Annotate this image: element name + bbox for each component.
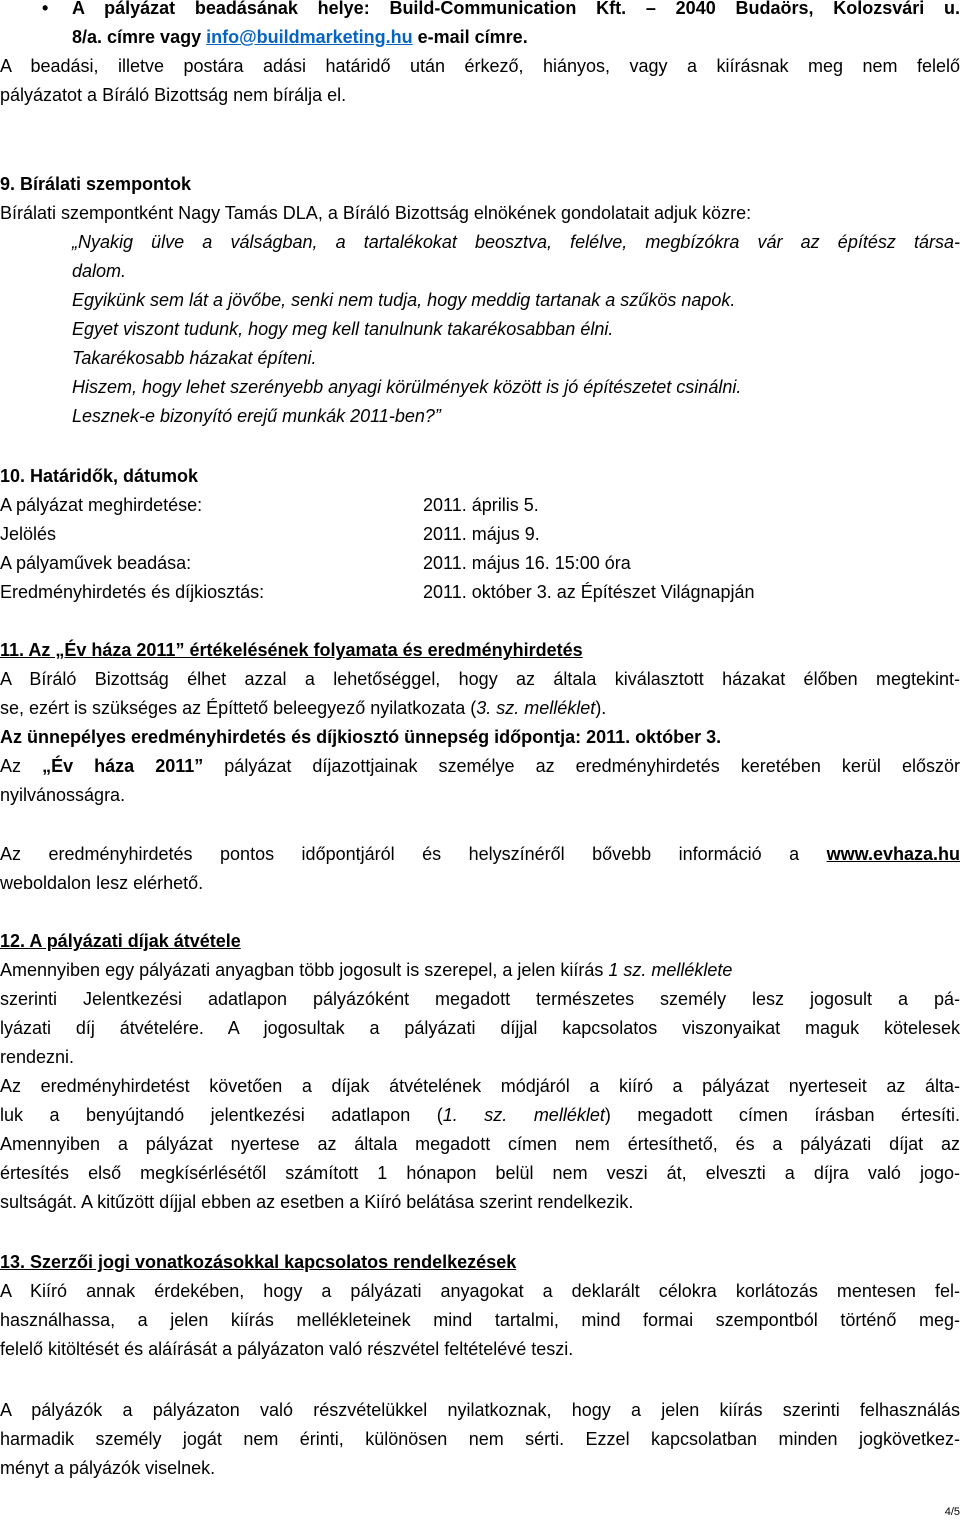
section-11-ceremony-date: Az ünnepélyes eredményhirdetés és díjkiosztó ünnepség időpontja: 2011. október 3. <box>0 727 722 747</box>
section-11-heading: 11. Az „Év háza 2011” értékelésének folyamata és eredményhirdetés <box>0 640 583 660</box>
deadline-label: Eredményhirdetés és díjkiosztás: <box>0 582 265 602</box>
section-11-p1-line-1: A Bíráló Bizottság élhet azzal a lehetőséggel, hogy az általa kiválasztott házakat élőben megtekint- <box>0 669 960 689</box>
section-13-line-5: harmadik személy jogát nem érinti, különösen nem sérti. Ezzel kapcsolatban minden jogkövetkez- <box>0 1429 960 1449</box>
quote-line-7: Lesznek-e bizonyító erejű munkák 2011-ben?” <box>72 406 441 426</box>
evhaza-link[interactable]: www.evhaza.hu <box>826 844 960 864</box>
section-12-line-9: sultságát. A kitűzött díjjal ebben az esetben a Kiíró belátása szerint rendelkezik. <box>0 1192 634 1212</box>
section-12-line-7: Amennyiben a pályázat nyertese az általa megadott címen nem értesíthető, és a pályázati díjat az <box>0 1134 960 1154</box>
section-12-line-4: rendezni. <box>0 1047 75 1067</box>
quote-line-6: Hiszem, hogy lehet szerényebb anyagi körülmények között is jó építészetet csinálni. <box>72 377 742 397</box>
deadline-date: 2011. október 3. az Építészet Világnapján <box>423 582 755 602</box>
quote-line-5: Takarékosabb házakat építeni. <box>72 348 317 368</box>
section-13-line-2: használhassa, a jelen kiírás mellékleteinek mind tartalmi, mind formai szempontból történő meg- <box>0 1310 960 1330</box>
email-link[interactable]: info@buildmarketing.hu <box>206 27 413 47</box>
deadline-row <box>0 549 960 578</box>
section-11-p4-line-2: weboldalon lesz elérhető. <box>0 873 204 893</box>
section-13-line-3: felelő kitöltését és aláírását a pályázaton való részvétel feltételévé teszi. <box>0 1339 574 1359</box>
section-12-line-3: lyázati díj átvételére. A jogosultak a pályázati díjjal kapcsolatos viszonyaikat maguk kötelesek <box>0 1018 960 1038</box>
section-12-heading: 12. A pályázati díjak átvétele <box>0 931 241 951</box>
section-13-line-1: A Kiíró annak érdekében, hogy a pályázati anyagokat a deklarált célokra korlátozás mentesen fel- <box>0 1281 960 1301</box>
section-11-p1-line-2: se, ezért is szükséges az Építtető beleegyező nyilatkozata (3. sz. melléklet). <box>0 698 607 718</box>
page-number: 4/5 <box>944 1506 960 1518</box>
section-13-heading: 13. Szerzői jogi vonatkozásokkal kapcsolatos rendelkezések <box>0 1252 517 1272</box>
bullet-icon: • <box>42 0 49 18</box>
deadline-row <box>0 491 960 520</box>
deadline-row <box>0 578 960 607</box>
deadline-label: Jelölés <box>0 524 57 544</box>
deadline-label: A pályaművek beadása: <box>0 553 192 573</box>
section-12-line-1: Amennyiben egy pályázati anyagban több jogosult is szerepel, a jelen kiírás 1 sz. melléklete <box>0 960 733 980</box>
section-11-p3-line-2: nyilvánosságra. <box>0 785 126 805</box>
deadline-row <box>0 520 960 549</box>
bullet-line-1: • A pályázat beadásának helye: Build-Communication Kft. – 2040 Budaörs, Kolozsvári u. <box>72 0 960 23</box>
section-11-p4-line-1: Az eredményhirdetés pontos időpontjáról és helyszínéről bővebb információ a www.evhaza.hu <box>0 844 960 864</box>
section-10-heading: 10. Határidők, dátumok <box>0 466 199 486</box>
section-13-line-4: A pályázók a pályázaton való részvételükkel nyilatkoznak, hogy a jelen kiírás szerinti felhasználás <box>0 1400 960 1420</box>
section-9-intro: Bírálati szempontként Nagy Tamás DLA, a Bíráló Bizottság elnökének gondolatait adjuk közre: <box>0 203 752 223</box>
quote-line-2: dalom. <box>72 261 127 281</box>
deadline-date: 2011. május 16. 15:00 óra <box>423 553 631 573</box>
section-12-line-8: értesítés első megkísérlésétől számított 1 hónapon belül nem veszi át, elveszti a díjra való jogo- <box>0 1163 960 1183</box>
deadline-date: 2011. április 5. <box>423 495 539 515</box>
quote-line-3: Egyikünk sem lát a jövőbe, senki nem tudja, hogy meddig tartanak a szűkös napok. <box>72 290 736 310</box>
section-12-line-6: luk a benyújtandó jelentkezési adatlapon (1. sz. melléklet) megadott címen írásban értesíti. <box>0 1105 960 1125</box>
quote-line-4: Egyet viszont tudunk, hogy meg kell tanulnunk takarékosabban élni. <box>72 319 614 339</box>
deadline-label: A pályázat meghirdetése: <box>0 495 203 515</box>
bullet-line-2: 8/a. címre vagy info@buildmarketing.hu e-mail címre. <box>72 27 528 47</box>
deadline-note-line-1: A beadási, illetve postára adási határidő után érkező, hiányos, vagy a kiírásnak meg nem felelő <box>0 56 960 76</box>
section-12-line-5: Az eredményhirdetést követően a díjak átvételének módjáról a kiíró a pályázat nyerteseit az álta- <box>0 1076 960 1096</box>
section-9-heading: 9. Bírálati szempontok <box>0 174 192 194</box>
section-11-p3-line-1: Az „Év háza 2011” pályázat díjazottjainak személye az eredményhirdetés keretében kerül először <box>0 756 960 776</box>
deadline-date: 2011. május 9. <box>423 524 540 544</box>
deadline-note-line-2: pályázatot a Bíráló Bizottság nem bírálja el. <box>0 85 347 105</box>
section-12-line-2: szerinti Jelentkezési adatlapon pályázóként megadott természetes személy lesz jogosult a pá- <box>0 989 960 1009</box>
quote-line-1: „Nyakig ülve a válságban, a tartalékokat beosztva, felélve, megbízókra vár az építész társa- <box>72 232 960 252</box>
section-13-line-6: ményt a pályázók viselnek. <box>0 1458 216 1478</box>
